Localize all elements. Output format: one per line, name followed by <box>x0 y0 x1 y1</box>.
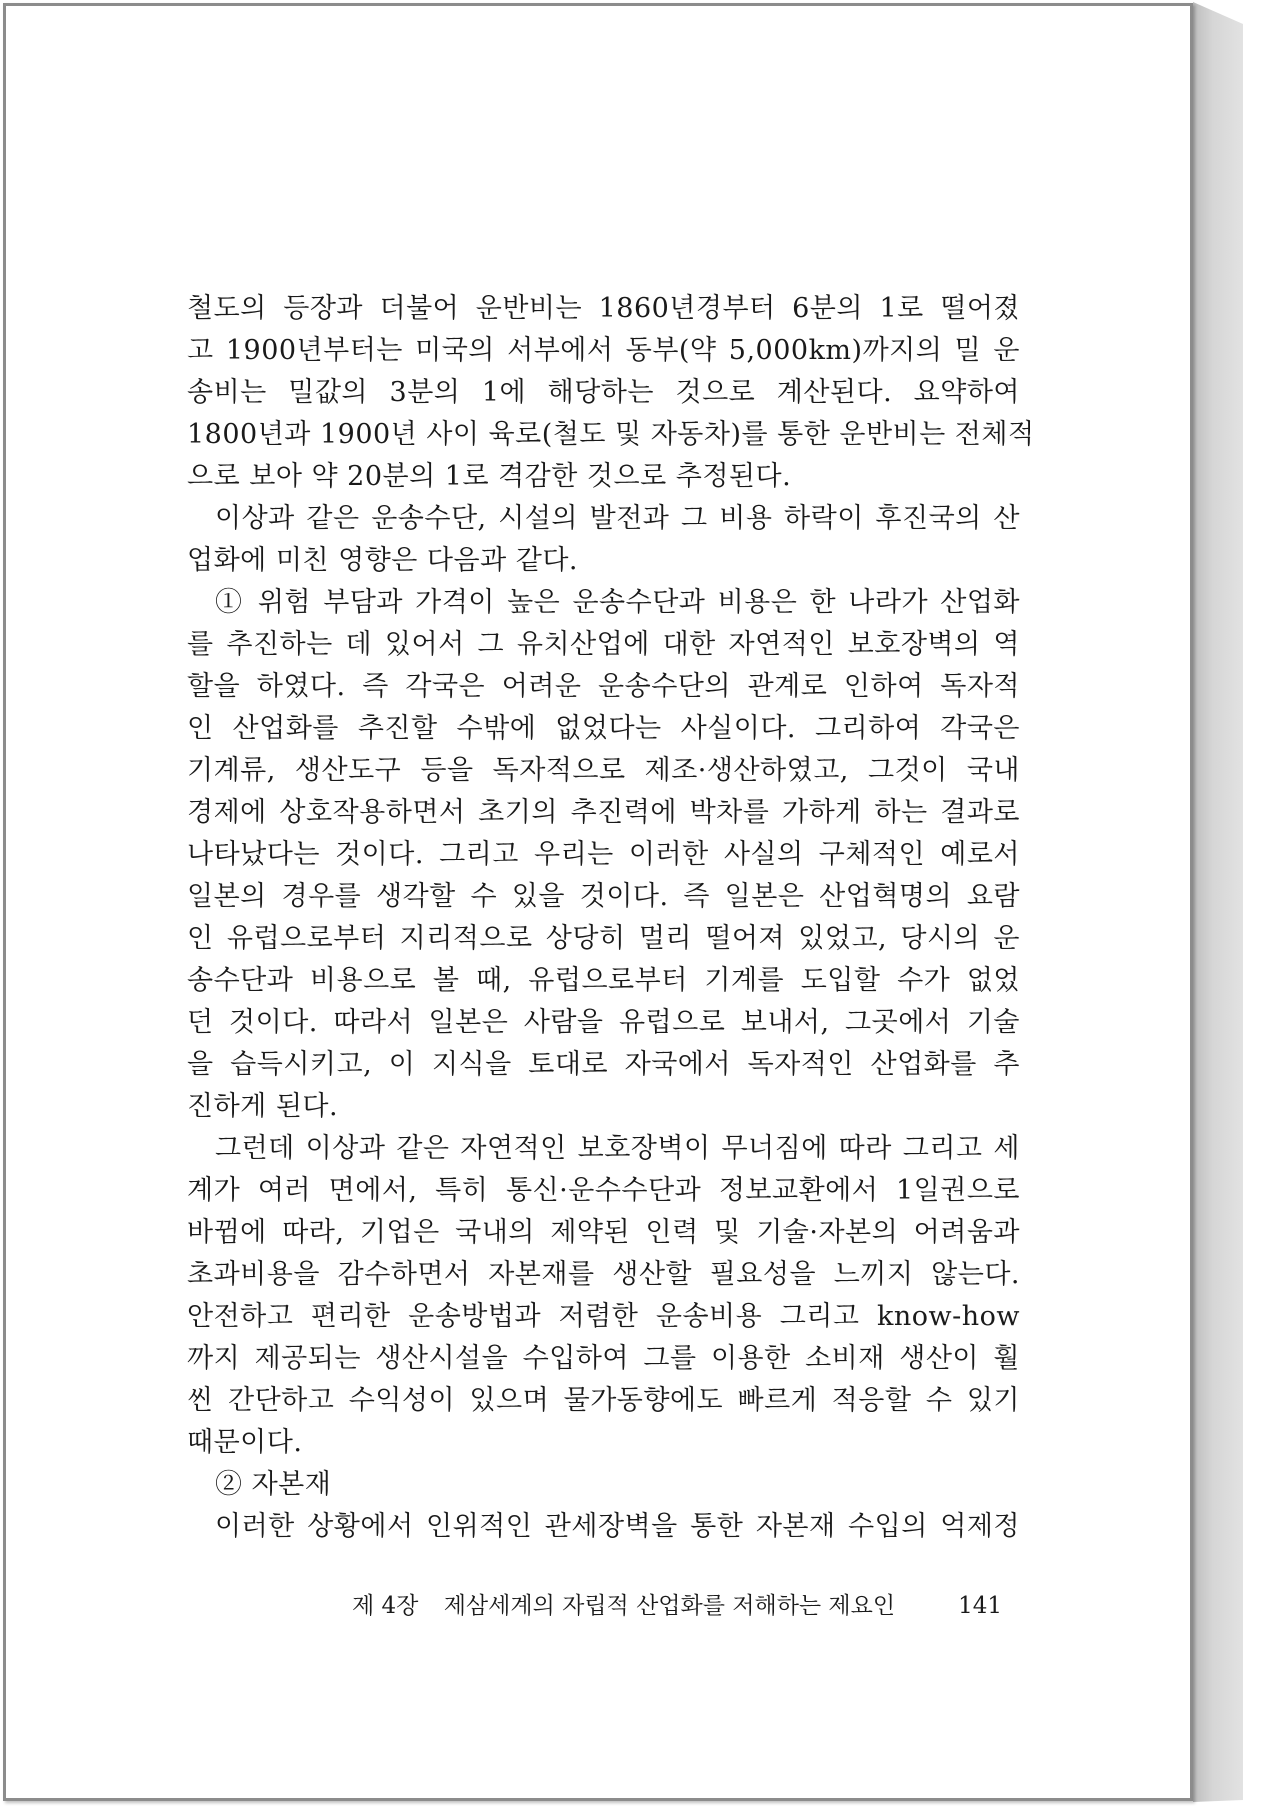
text-line: 까지 제공되는 생산시설을 수입하여 그를 이용한 소비재 생산이 훨 <box>187 1343 1020 1374</box>
text-line: 씬 간단하고 수익성이 있으며 물가동향에도 빠르게 적응할 수 있기 <box>187 1385 1020 1416</box>
text-line: 기계류, 생산도구 등을 독자적으로 제조·생산하였고, 그것이 국내 <box>187 755 1020 786</box>
text-line: 를 추진하는 데 있어서 그 유치산업에 대한 자연적인 보호장벽의 역 <box>187 629 1020 660</box>
text-line: 이상과 같은 운송수단, 시설의 발전과 그 비용 하락이 후진국의 산 <box>215 503 1020 534</box>
footer-chapter-title: 제삼세계의 자립적 산업화를 저해하는 제요인 <box>443 1593 896 1619</box>
body-text <box>187 288 1035 1548</box>
text-line: 인 유럽으로부터 지리적으로 상당히 멀리 떨어져 있었고, 당시의 운 <box>187 923 1020 954</box>
text-line: 그런데 이상과 같은 자연적인 보호장벽이 무너짐에 따라 그리고 세 <box>215 1133 1020 1164</box>
text-line: 인 산업화를 추진할 수밖에 없었다는 사실이다. 그리하여 각국은 <box>187 713 1020 744</box>
text-line: 바뀜에 따라, 기업은 국내의 제약된 인력 및 기술·자본의 어려움과 <box>187 1217 1020 1248</box>
running-footer <box>352 1588 1002 1624</box>
page-number: 141 <box>958 1593 1002 1619</box>
text-line: 때문이다. <box>187 1427 303 1458</box>
text-line: 할을 하였다. 즉 각국은 어려운 운송수단의 관계로 인하여 독자적 <box>187 671 1020 702</box>
text-line: 나타났다는 것이다. 그리고 우리는 이러한 사실의 구체적인 예로서 <box>187 839 1020 870</box>
text-line: 고 1900년부터는 미국의 서부에서 동부(약 5,000km)까지의 밀 운 <box>187 335 1020 366</box>
text-line: 일본의 경우를 생각할 수 있을 것이다. 즉 일본은 산업혁명의 요람 <box>187 881 1020 912</box>
text-line: 을 습득시키고, 이 지식을 토대로 자국에서 독자적인 산업화를 추 <box>187 1049 1020 1080</box>
text-line: 경제에 상호작용하면서 초기의 추진력에 박차를 가하게 하는 결과로 <box>187 797 1020 828</box>
page-edge <box>1193 2 1243 1802</box>
text-line: 안전하고 편리한 운송방법과 저렴한 운송비용 그리고 know-how <box>187 1301 1020 1332</box>
text-line: 송비는 밀값의 3분의 1에 해당하는 것으로 계산된다. 요약하여 <box>187 377 1020 408</box>
section-heading: ② 자본재 <box>215 1469 332 1500</box>
text-line: 1800년과 1900년 사이 육로(철도 및 자동차)를 통한 운반비는 전체적 <box>187 419 1035 450</box>
text-line: 으로 보아 약 20분의 1로 격감한 것으로 추정된다. <box>187 461 792 492</box>
text-line: 송수단과 비용으로 볼 때, 유럽으로부터 기계를 도입할 수가 없었 <box>187 965 1020 996</box>
text-line: 계가 여러 면에서, 특히 통신·운수수단과 정보교환에서 1일권으로 <box>187 1175 1020 1206</box>
text-line: 진하게 된다. <box>187 1091 339 1122</box>
text-line: ① 위험 부담과 가격이 높은 운송수단과 비용은 한 나라가 산업화 <box>215 587 1020 618</box>
text-line: 던 것이다. 따라서 일본은 사람을 유럽으로 보내서, 그곳에서 기술 <box>187 1007 1020 1038</box>
footer-chapter: 제 4장 <box>352 1593 419 1619</box>
text-line: 이러한 상황에서 인위적인 관세장벽을 통한 자본재 수입의 억제정 <box>215 1511 1020 1542</box>
text-line: 초과비용을 감수하면서 자본재를 생산할 필요성을 느끼지 않는다. <box>187 1259 1020 1290</box>
text-line: 업화에 미친 영향은 다음과 같다. <box>187 545 578 576</box>
text-line: 철도의 등장과 더불어 운반비는 1860년경부터 6분의 1로 떨어졌 <box>187 293 1020 324</box>
